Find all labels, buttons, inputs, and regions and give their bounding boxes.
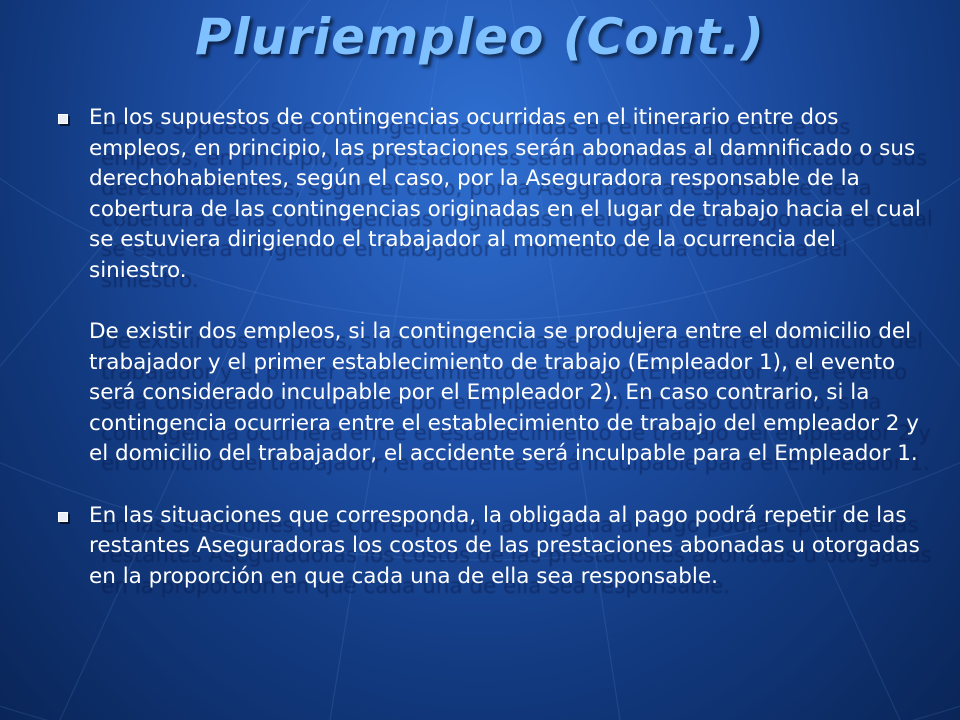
slide-title: Pluriempleo (Cont.) [194, 8, 766, 66]
bullet-paragraph: De existir dos empleos, si la contingencia se produjera entre el domicilio del trabajador y el primer establecimiento de trabajo (Empleador 1), el evento será considerado inculpable por el Empleador 2). En caso contrario, si la contingencia ocurriera entre el establecimiento de trabajo del empleador 2 y el domicilio del trabajador, el accidente será inculpable para el Empleador 1. [89, 319, 920, 466]
bullet-item [56, 103, 936, 470]
square-bullet-icon [58, 114, 68, 124]
bullet-item [56, 501, 936, 593]
bullet-paragraph: En los supuestos de contingencias ocurridas en el itinerario entre dos empleos, en principio, las prestaciones serán abonadas al damnificado o sus derechohabientes, según el caso, por la Aseguradora responsable de la cobertura de las contingencias originadas en el lugar de trabajo hacia el cual se estuviera dirigiendo el trabajador al momento de la ocurrencia del siniestro. [89, 105, 921, 283]
square-bullet-icon [58, 512, 68, 522]
slide-body [56, 103, 936, 592]
bullet-paragraph: En las situaciones que corresponda, la obligada al pago podrá repetir de las restantes Aseguradoras los costos de las prestaciones abonadas u otorgadas en la proporción en que cada una de ella sea responsable. [89, 502, 920, 589]
